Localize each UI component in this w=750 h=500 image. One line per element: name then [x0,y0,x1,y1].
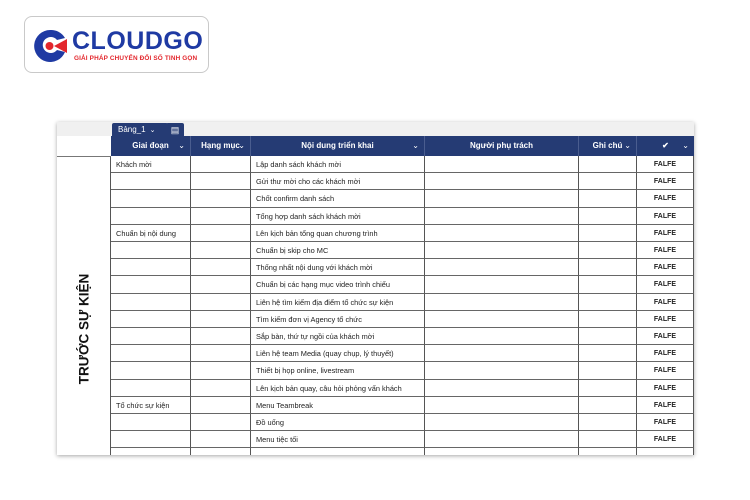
cell-phase[interactable] [111,431,191,448]
cell-status[interactable]: FALFE [637,362,694,379]
table-row [111,190,694,207]
cell-note[interactable] [579,311,637,328]
cell-category[interactable] [191,345,251,362]
cell-status[interactable]: FALFE [637,397,694,414]
cell-note[interactable] [579,362,637,379]
table-row [111,242,694,259]
cell-status[interactable]: FALFE [637,414,694,431]
cell-owner[interactable] [425,448,579,455]
cell-status[interactable]: FALFE [637,190,694,207]
cell-content[interactable]: Chuẩn bị skip cho MC [251,242,425,259]
table-row [111,294,694,311]
column-header-category[interactable] [191,136,251,156]
cell-category[interactable] [191,173,251,190]
cell-status[interactable]: FALFE [637,276,694,293]
cell-content[interactable]: Lập danh sách khách mời [251,156,425,173]
column-header-label: Giai đoạn [132,141,169,150]
check-icon: ✔ [662,141,669,150]
spreadsheet-panel [57,122,694,455]
table-row [111,414,694,431]
cell-note[interactable] [579,276,637,293]
cell-status[interactable]: FALFE [637,242,694,259]
cell-phase[interactable] [111,380,191,397]
cell-category[interactable] [191,311,251,328]
column-header-label: Người phụ trách [469,141,534,150]
cell-note[interactable] [579,380,637,397]
column-header-check[interactable] [637,136,694,156]
cell-category[interactable] [191,225,251,242]
cell-content[interactable]: Chốt confirm danh sách [251,190,425,207]
table-row [111,380,694,397]
cell-content[interactable]: Tổng hợp danh sách khách mời [251,208,425,225]
table-row [111,276,694,293]
column-header-note[interactable] [579,136,637,156]
cell-content[interactable]: Menu tiệc tối [251,431,425,448]
cell-note[interactable] [579,294,637,311]
cell-note[interactable] [579,448,637,455]
cell-note[interactable] [579,173,637,190]
cell-owner[interactable] [425,242,579,259]
cell-content[interactable]: Menu Teambreak [251,397,425,414]
column-header-label: Nội dung triển khai [301,141,374,150]
section-label-text: TRƯỚC SỰ KIỆN [76,273,92,385]
table-row [111,362,694,379]
cell-note[interactable] [579,156,637,173]
cell-status[interactable]: FALFE [637,431,694,448]
cell-owner[interactable] [425,156,579,173]
cell-status[interactable]: FALFE [637,208,694,225]
cell-category[interactable] [191,242,251,259]
cell-category[interactable] [191,448,251,455]
cell-phase[interactable]: Tổ chức sự kiện [111,397,191,414]
cell-owner[interactable] [425,380,579,397]
cell-owner[interactable] [425,362,579,379]
cell-note[interactable] [579,208,637,225]
cell-category[interactable] [191,156,251,173]
chevron-down-icon: ⌄ [238,141,245,150]
cell-note[interactable] [579,190,637,207]
cell-category[interactable] [191,276,251,293]
cell-owner[interactable] [425,190,579,207]
cell-category[interactable] [191,259,251,276]
view-tab-label: Bảng_1 [118,125,146,134]
cell-phase[interactable] [111,311,191,328]
cell-content[interactable]: Đồ uống [251,414,425,431]
table-row [111,345,694,362]
cell-status[interactable]: FALFE [637,294,694,311]
cell-phase[interactable] [111,294,191,311]
cell-phase[interactable] [111,190,191,207]
cell-owner[interactable] [425,294,579,311]
cell-category[interactable] [191,190,251,207]
cell-phase[interactable] [111,362,191,379]
cell-owner[interactable] [425,208,579,225]
cell-phase[interactable] [111,328,191,345]
cell-owner[interactable] [425,259,579,276]
cell-phase[interactable] [111,242,191,259]
cell-category[interactable] [191,431,251,448]
logo-tagline: GIẢI PHÁP CHUYỂN ĐỔI SỐ TINH GỌN [74,55,198,62]
cloudgo-logo [24,16,209,73]
cell-phase[interactable] [111,276,191,293]
cell-phase[interactable] [111,448,191,455]
chevron-down-icon: ⌄ [412,141,419,150]
chevron-down-icon: ⌄ [624,141,631,150]
view-tab[interactable] [112,123,168,137]
table-row [111,173,694,190]
table-row [111,208,694,225]
cell-phase[interactable]: Chuẩn bị nội dung [111,225,191,242]
cell-content[interactable]: Gửi thư mời cho các khách mời [251,173,425,190]
cell-category[interactable] [191,414,251,431]
cell-phase[interactable] [111,259,191,276]
cell-category[interactable] [191,380,251,397]
cell-note[interactable] [579,259,637,276]
table-row [111,397,694,414]
cell-content[interactable]: Tìm kiếm đơn vị Agency tổ chức [251,311,425,328]
cell-owner[interactable] [425,345,579,362]
cell-phase[interactable] [111,345,191,362]
cell-category[interactable] [191,208,251,225]
column-header-label: Hạng mục [201,141,240,150]
table-row [111,431,694,448]
cell-content[interactable]: Sắp bàn, thứ tự ngồi của khách mời [251,328,425,345]
column-header-owner[interactable] [425,136,579,156]
table-row [111,225,694,242]
chevron-down-icon: ⌄ [682,141,689,150]
section-label [57,156,111,455]
cell-note[interactable] [579,397,637,414]
logo-name: CLOUDGO [72,27,204,55]
cell-content[interactable]: Thống nhất nội dung với khách mời [251,259,425,276]
table-row [111,156,694,173]
table-row [111,328,694,345]
table-row [111,259,694,276]
cell-category[interactable] [191,397,251,414]
cell-status[interactable]: FALFE [637,259,694,276]
cell-status[interactable]: FALFE [637,311,694,328]
cell-note[interactable] [579,328,637,345]
cell-category[interactable] [191,294,251,311]
cell-note[interactable] [579,345,637,362]
cell-content[interactable]: Thiết bị họp online, livestream [251,362,425,379]
cell-owner[interactable] [425,431,579,448]
chevron-down-icon: ⌄ [178,141,185,150]
cell-owner[interactable] [425,173,579,190]
cell-content[interactable] [251,448,425,455]
cell-content[interactable]: Liên hệ tìm kiếm địa điểm tổ chức sự kiện [251,294,425,311]
cell-status[interactable]: FALFE [637,173,694,190]
cell-status[interactable] [637,448,694,455]
cell-status[interactable]: FALFE [637,345,694,362]
cell-owner[interactable] [425,328,579,345]
cell-owner[interactable] [425,414,579,431]
cell-note[interactable] [579,225,637,242]
cell-note[interactable] [579,242,637,259]
cell-category[interactable] [191,362,251,379]
cloudgo-logo-icon [32,28,68,64]
cell-content[interactable]: Lên kịch bản tổng quan chương trình [251,225,425,242]
chevron-down-icon: ⌄ [149,127,156,134]
cell-phase[interactable] [111,414,191,431]
cell-content[interactable]: Liên hệ team Media (quay chụp, lý thuyết) [251,345,425,362]
cell-status[interactable]: FALFE [637,156,694,173]
cell-phase[interactable] [111,208,191,225]
cell-status[interactable]: FALFE [637,380,694,397]
cell-note[interactable] [579,414,637,431]
cell-content[interactable]: Chuẩn bị các hạng mục video trình chiếu [251,276,425,293]
cell-phase[interactable]: Khách mời [111,156,191,173]
cell-status[interactable]: FALFE [637,225,694,242]
table-row [111,311,694,328]
cell-note[interactable] [579,431,637,448]
cell-owner[interactable] [425,397,579,414]
column-header-phase[interactable] [111,136,191,156]
cell-phase[interactable] [111,173,191,190]
cell-owner[interactable] [425,276,579,293]
table-row [111,448,694,455]
column-header-label: Ghi chú [592,141,623,150]
table-view-icon[interactable]: ▤ [166,123,184,137]
cell-category[interactable] [191,328,251,345]
column-header-content[interactable] [251,136,425,156]
cell-owner[interactable] [425,225,579,242]
cell-status[interactable]: FALFE [637,328,694,345]
cell-content[interactable]: Lên kịch bản quay, câu hỏi phỏng vấn khách [251,380,425,397]
cell-owner[interactable] [425,311,579,328]
